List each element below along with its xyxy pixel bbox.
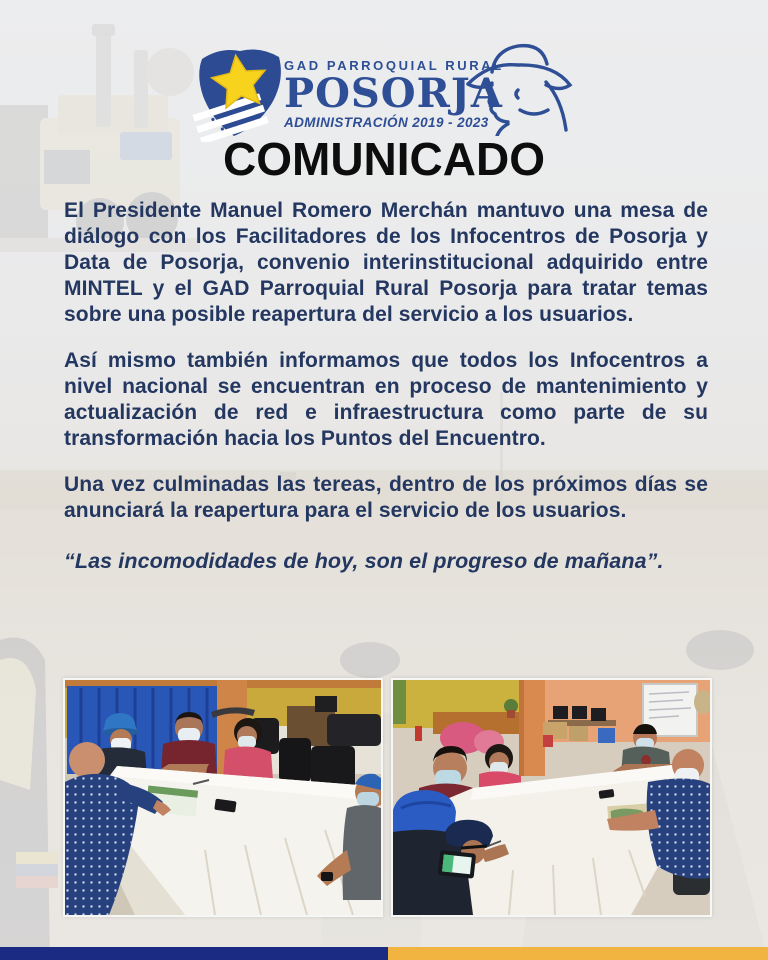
paragraph-3: Una vez culminadas las tereas, dentro de los próximos días se anunciará la reapertura para el servicio de los usuarios. — [64, 473, 708, 522]
meeting-photo-left — [63, 678, 383, 917]
org-type-label: GAD PARROQUIAL RURAL — [284, 58, 504, 73]
shield-star-icon — [192, 42, 288, 142]
motto-quote: “Las incomodidades de hoy, son el progreso de mañana”. — [64, 549, 664, 573]
footer-stripe-navy — [0, 947, 388, 960]
montubio-hat-silhouette-icon — [462, 38, 576, 136]
meeting-photo-right — [391, 678, 712, 917]
administration-period: ADMINISTRACIÓN 2019 - 2023 — [284, 115, 489, 130]
page-title: COMUNICADO — [223, 133, 545, 185]
footer-stripe-yellow — [388, 947, 768, 960]
announcement-body — [64, 198, 708, 594]
org-name: POSORJA — [284, 70, 503, 117]
header — [0, 18, 768, 136]
paragraph-1: El Presidente Manuel Romero Merchán mantuvo una mesa de diálogo con los Facilitadores de los Infocentros de Posorja y Data de Posorja, convenio interinstitucional adquirido entre MINTEL y el GAD Parroquial Rural Posorja para tratar temas sobre una posible reapertura del servicio a los usuarios. — [64, 199, 708, 326]
logo-text — [284, 58, 504, 130]
paragraph-2: Así mismo también informamos que todos los Infocentros a nivel nacional se encuentran en proceso de mantenimiento y actualización de red e infraestructura como parte de su transformación hacia los Puntos del Encuentro. — [64, 349, 708, 450]
photo-row — [0, 678, 768, 917]
